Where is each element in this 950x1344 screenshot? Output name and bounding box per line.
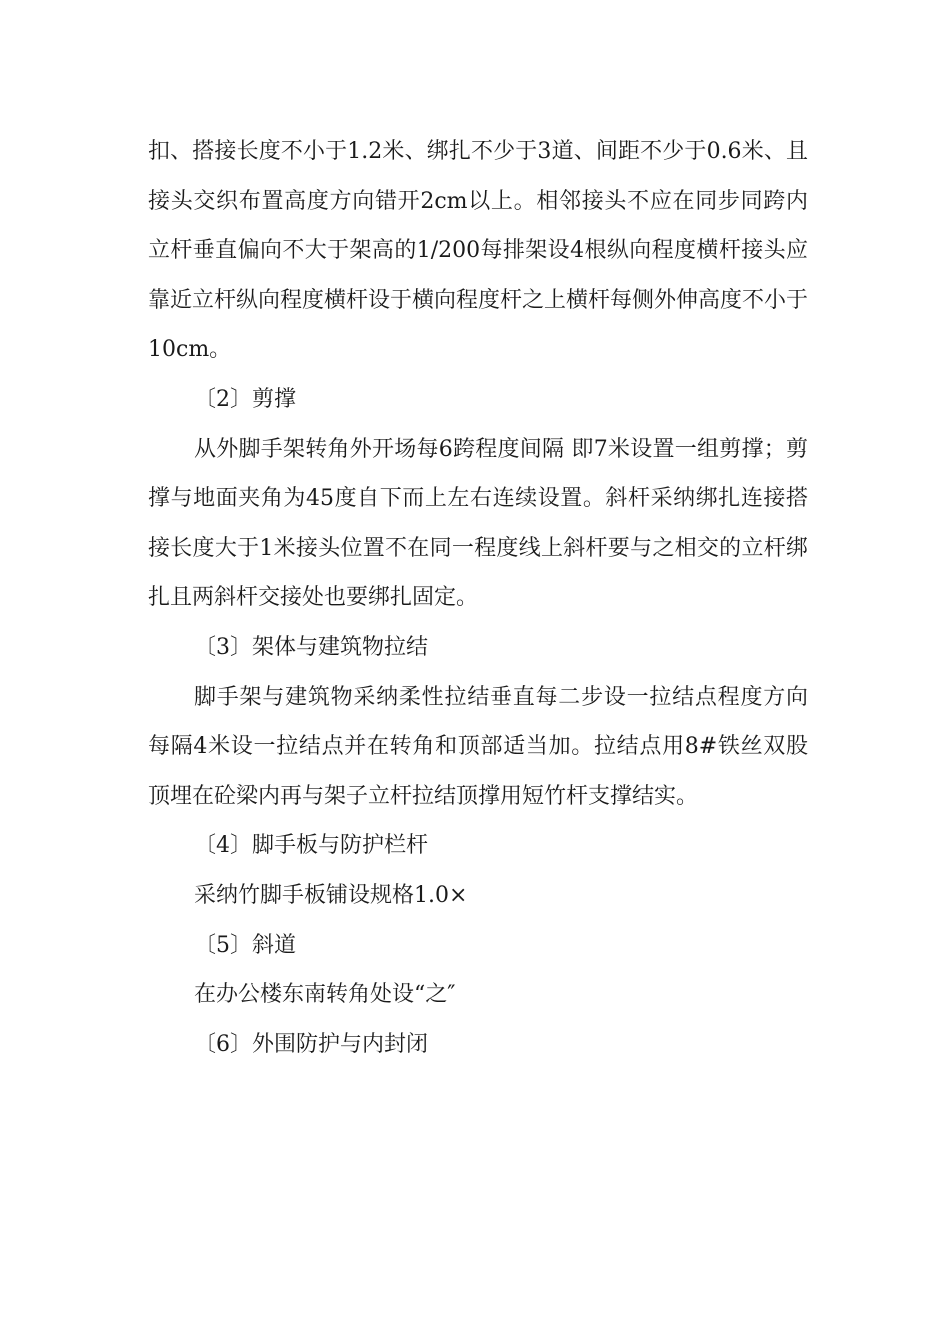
section-heading-perimeter-protection: 〔6〕外围防护与内封闭 <box>194 1031 428 1057</box>
paragraph-bracing: 从外脚手架转角外开场每6跨程度间隔 即7米设置一组剪撑；剪撑与地面夹角为45度自下而上左右连续设置。斜杆采纳绑扎连接搭接长度大于1米接头位置不在同一程度线上斜杆要与之相交的立杆绑扎且两斜杆交接处也要绑扎固定。 <box>148 436 808 611</box>
paragraph-ramp: 在办公楼东南转角处设“之″ <box>194 982 456 1008</box>
paragraph-planks: 采纳竹脚手板铺设规格1.0× <box>194 882 468 908</box>
document-body <box>148 127 808 1069</box>
section-heading-planks-guardrail: 〔4〕脚手板与防护栏杆 <box>194 833 428 859</box>
section-heading-ramp: 〔5〕斜道 <box>194 932 296 958</box>
paragraph-building-ties: 脚手架与建筑物采纳柔性拉结垂直每二步设一拉结点程度方向每隔4米设一拉结点并在转角和顶部适当加。拉结点用8#铁丝双股顶埋在砼梁内再与架子立杆拉结顶撑用短竹杆支撑结实。 <box>148 684 808 809</box>
paragraph-joint-requirements: 扣、搭接长度不小于1.2米、绑扎不少于3道、间距不少于0.6米、且接头交织布置高度方向错开2cm以上。相邻接头不应在同步同跨内立杆垂直偏向不大于架高的1/200每排架设4根纵向程度横杆接头应靠近立杆纵向程度横杆设于横向程度杆之上横杆每侧外伸高度不小于10cm。 <box>148 139 809 363</box>
section-heading-bracing: 〔2〕剪撑 <box>194 386 296 412</box>
section-heading-building-ties: 〔3〕架体与建筑物拉结 <box>194 634 428 660</box>
